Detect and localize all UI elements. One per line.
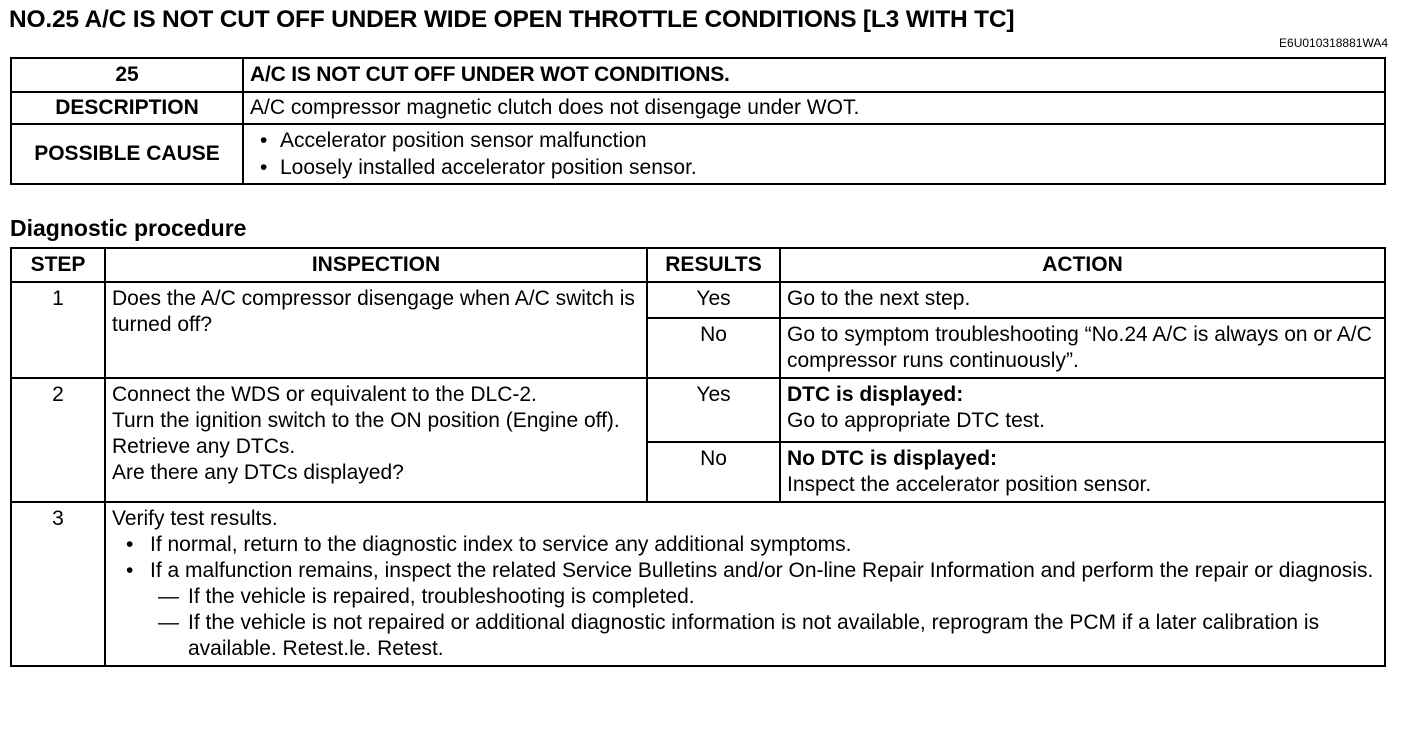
summary-row-description [11,92,1385,124]
step-1-action-yes: Go to the next step. [780,282,1385,318]
step-2-row-yes [11,378,1385,442]
step-2-inspection-line: Are there any DTCs displayed? [112,461,404,484]
header-inspection: INSPECTION [105,248,647,282]
step-2-result-yes: Yes [647,378,780,442]
step-1-result-no: No [647,318,780,378]
step-2-inspection-line: Connect the WDS or equivalent to the DLC-2. [112,383,537,406]
header-results: RESULTS [647,248,780,282]
possible-cause-label: POSSIBLE CAUSE [11,124,243,184]
step-2-result-no: No [647,442,780,502]
possible-cause-item: • Loosely installed accelerator position sensor. [250,154,1378,181]
summary-row-heading [11,58,1385,92]
summary-row-cause [11,124,1385,184]
step-2-inspection-line: Turn the ignition switch to the ON position (Engine off). [112,409,620,432]
description-text: A/C compressor magnetic clutch does not disengage under WOT. [243,92,1385,124]
possible-cause-list [250,127,1378,181]
possible-cause-cell [243,124,1385,184]
step-2-inspection [105,378,647,502]
step-3-number: 3 [11,502,105,666]
step-3-dash-item: — If the vehicle is repaired, troubleshooting is completed. [112,584,1378,610]
step-3-dash-item: — If the vehicle is not repaired or additional diagnostic information is not available, reprogram the PCM if a later calibration is available. Retest.le. Retest. [112,610,1378,662]
step-2-inspection-line: Retrieve any DTCs. [112,435,296,458]
document-id: E6U010318881WA4 [1279,36,1388,50]
procedure-header-row [11,248,1385,282]
step-2-action-yes-title: DTC is displayed: [787,383,964,406]
step-1-row-yes [11,282,1385,318]
step-2-number: 2 [11,378,105,502]
step-2-action-yes-text: Go to appropriate DTC test. [787,409,1045,432]
step-3-content [105,502,1385,666]
header-step: STEP [11,248,105,282]
step-3-intro: Verify test results. [112,507,278,530]
step-3-list [112,532,1378,662]
step-1-inspection: Does the A/C compressor disengage when A/C switch is turned off? [105,282,647,378]
step-3-row [11,502,1385,666]
step-2-action-no-text: Inspect the accelerator position sensor. [787,473,1152,496]
step-1-result-yes: Yes [647,282,780,318]
section-title: Diagnostic procedure [10,215,247,241]
step-1-action-no: Go to symptom troubleshooting “No.24 A/C is always on or A/C compressor runs continuously”. [780,318,1385,378]
summary-table [10,57,1386,185]
page-title: NO.25 A/C IS NOT CUT OFF UNDER WIDE OPEN THROTTLE CONDITIONS [L3 WITH TC] [9,6,1015,33]
diagnostic-procedure-table [10,247,1386,667]
symptom-heading: A/C IS NOT CUT OFF UNDER WOT CONDITIONS. [243,58,1385,92]
possible-cause-item: • Accelerator position sensor malfunction [250,127,1378,154]
step-3-bullet: • If normal, return to the diagnostic index to service any additional symptoms. [112,532,1378,558]
step-2-action-no [780,442,1385,502]
symptom-number: 25 [11,58,243,92]
step-1-number: 1 [11,282,105,378]
header-action: ACTION [780,248,1385,282]
description-label: DESCRIPTION [11,92,243,124]
step-2-action-no-title: No DTC is displayed: [787,447,998,470]
step-3-bullet: • If a malfunction remains, inspect the related Service Bulletins and/or On-line Repair Information and perform the repair or diagnosis. [112,558,1378,584]
step-2-action-yes [780,378,1385,442]
